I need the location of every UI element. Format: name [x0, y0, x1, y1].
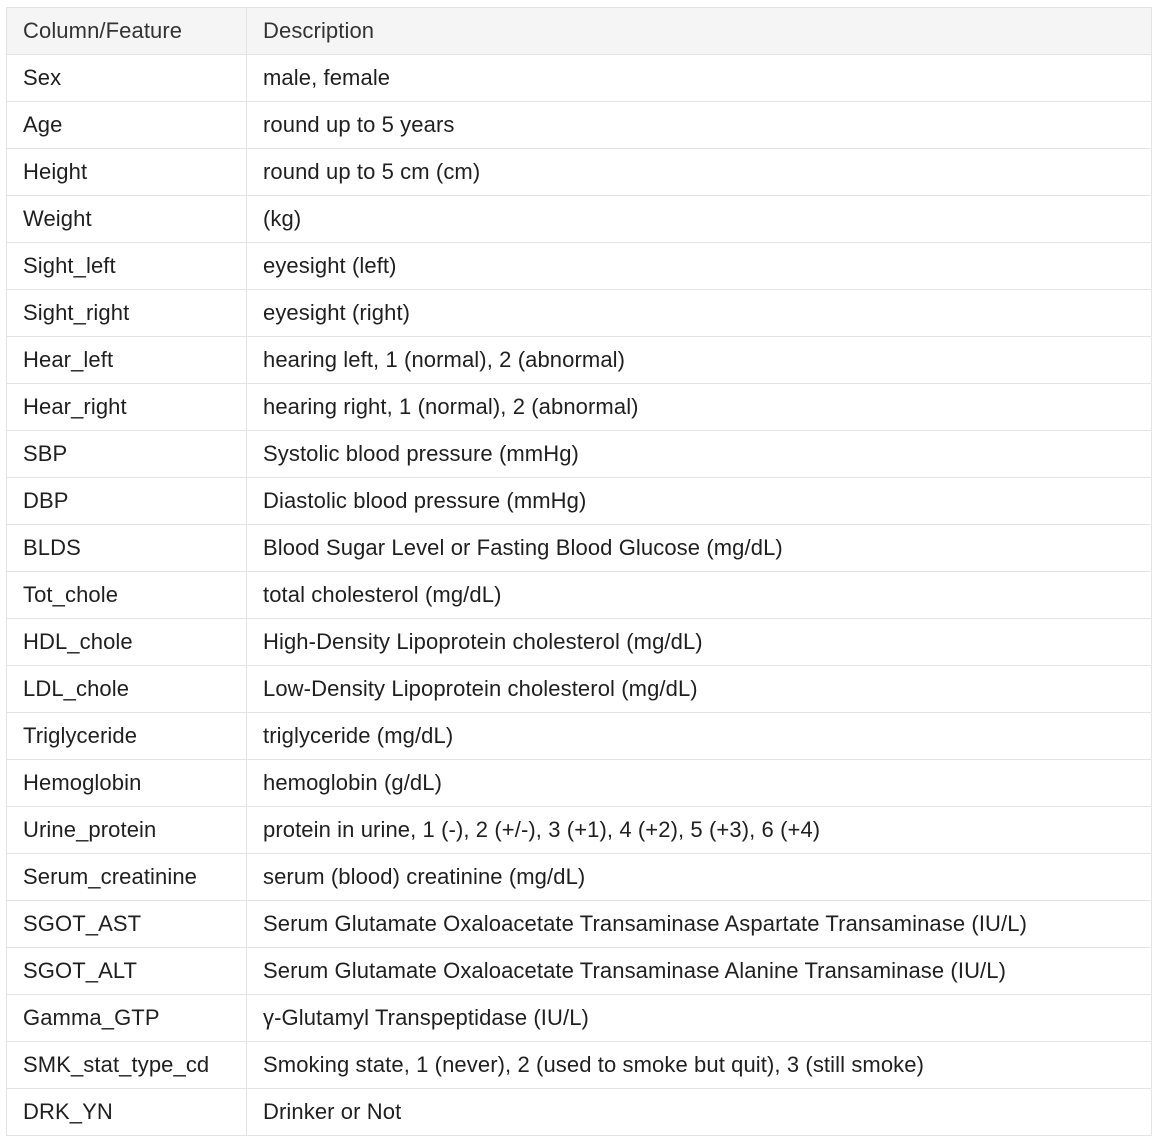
feature-description-cell: Diastolic blood pressure (mmHg) [247, 478, 1152, 525]
feature-name-cell: Weight [7, 196, 247, 243]
table-row [7, 1042, 1152, 1089]
header-description: Description [247, 8, 1152, 55]
feature-description-cell: Blood Sugar Level or Fasting Blood Glucose (mg/dL) [247, 525, 1152, 572]
table-row [7, 102, 1152, 149]
feature-description-cell: Serum Glutamate Oxaloacetate Transaminase Aspartate Transaminase (IU/L) [247, 901, 1152, 948]
feature-description-cell: (kg) [247, 196, 1152, 243]
feature-name-cell: Serum_creatinine [7, 854, 247, 901]
table-row [7, 384, 1152, 431]
feature-description-cell: serum (blood) creatinine (mg/dL) [247, 854, 1152, 901]
feature-description-cell: triglyceride (mg/dL) [247, 713, 1152, 760]
feature-name-cell: Age [7, 102, 247, 149]
feature-name-cell: SMK_stat_type_cd [7, 1042, 247, 1089]
feature-name-cell: SBP [7, 431, 247, 478]
table-row [7, 666, 1152, 713]
table-row [7, 995, 1152, 1042]
table-row [7, 948, 1152, 995]
table-row [7, 713, 1152, 760]
feature-description-cell: Smoking state, 1 (never), 2 (used to smoke but quit), 3 (still smoke) [247, 1042, 1152, 1089]
table-header [7, 8, 1152, 55]
table-row [7, 431, 1152, 478]
feature-name-cell: Hemoglobin [7, 760, 247, 807]
feature-name-cell: Sight_right [7, 290, 247, 337]
table-row [7, 478, 1152, 525]
feature-description-table [6, 7, 1152, 1136]
table-row [7, 55, 1152, 102]
feature-description-cell: Drinker or Not [247, 1089, 1152, 1136]
table-row [7, 572, 1152, 619]
feature-description-cell: hearing right, 1 (normal), 2 (abnormal) [247, 384, 1152, 431]
feature-name-cell: LDL_chole [7, 666, 247, 713]
feature-name-cell: Urine_protein [7, 807, 247, 854]
feature-description-cell: round up to 5 years [247, 102, 1152, 149]
feature-description-cell: round up to 5 cm (cm) [247, 149, 1152, 196]
feature-description-cell: hemoglobin (g/dL) [247, 760, 1152, 807]
table-row [7, 337, 1152, 384]
table-row [7, 854, 1152, 901]
feature-name-cell: DRK_YN [7, 1089, 247, 1136]
table-row [7, 619, 1152, 666]
feature-description-cell: eyesight (left) [247, 243, 1152, 290]
feature-description-cell: Low-Density Lipoprotein cholesterol (mg/dL) [247, 666, 1152, 713]
feature-name-cell: Gamma_GTP [7, 995, 247, 1042]
feature-name-cell: Tot_chole [7, 572, 247, 619]
feature-name-cell: Hear_left [7, 337, 247, 384]
table-row [7, 290, 1152, 337]
table-row [7, 149, 1152, 196]
feature-name-cell: Sight_left [7, 243, 247, 290]
feature-name-cell: BLDS [7, 525, 247, 572]
table-row [7, 525, 1152, 572]
header-column-feature: Column/Feature [7, 8, 247, 55]
table-row [7, 760, 1152, 807]
feature-name-cell: Sex [7, 55, 247, 102]
table-row [7, 243, 1152, 290]
table-row [7, 901, 1152, 948]
feature-description-cell: total cholesterol (mg/dL) [247, 572, 1152, 619]
feature-name-cell: Height [7, 149, 247, 196]
feature-name-cell: SGOT_AST [7, 901, 247, 948]
feature-description-cell: Serum Glutamate Oxaloacetate Transaminase Alanine Transaminase (IU/L) [247, 948, 1152, 995]
feature-name-cell: Triglyceride [7, 713, 247, 760]
feature-table-container [6, 7, 1151, 1136]
feature-description-cell: protein in urine, 1 (-), 2 (+/-), 3 (+1), 4 (+2), 5 (+3), 6 (+4) [247, 807, 1152, 854]
feature-name-cell: HDL_chole [7, 619, 247, 666]
table-row [7, 196, 1152, 243]
feature-description-cell: Systolic blood pressure (mmHg) [247, 431, 1152, 478]
feature-description-cell: hearing left, 1 (normal), 2 (abnormal) [247, 337, 1152, 384]
feature-description-cell: eyesight (right) [247, 290, 1152, 337]
header-row [7, 8, 1152, 55]
table-row [7, 1089, 1152, 1136]
table-body [7, 55, 1152, 1136]
feature-name-cell: Hear_right [7, 384, 247, 431]
feature-description-cell: male, female [247, 55, 1152, 102]
feature-description-cell: High-Density Lipoprotein cholesterol (mg/dL) [247, 619, 1152, 666]
feature-description-cell: γ-Glutamyl Transpeptidase (IU/L) [247, 995, 1152, 1042]
feature-name-cell: DBP [7, 478, 247, 525]
table-row [7, 807, 1152, 854]
feature-name-cell: SGOT_ALT [7, 948, 247, 995]
